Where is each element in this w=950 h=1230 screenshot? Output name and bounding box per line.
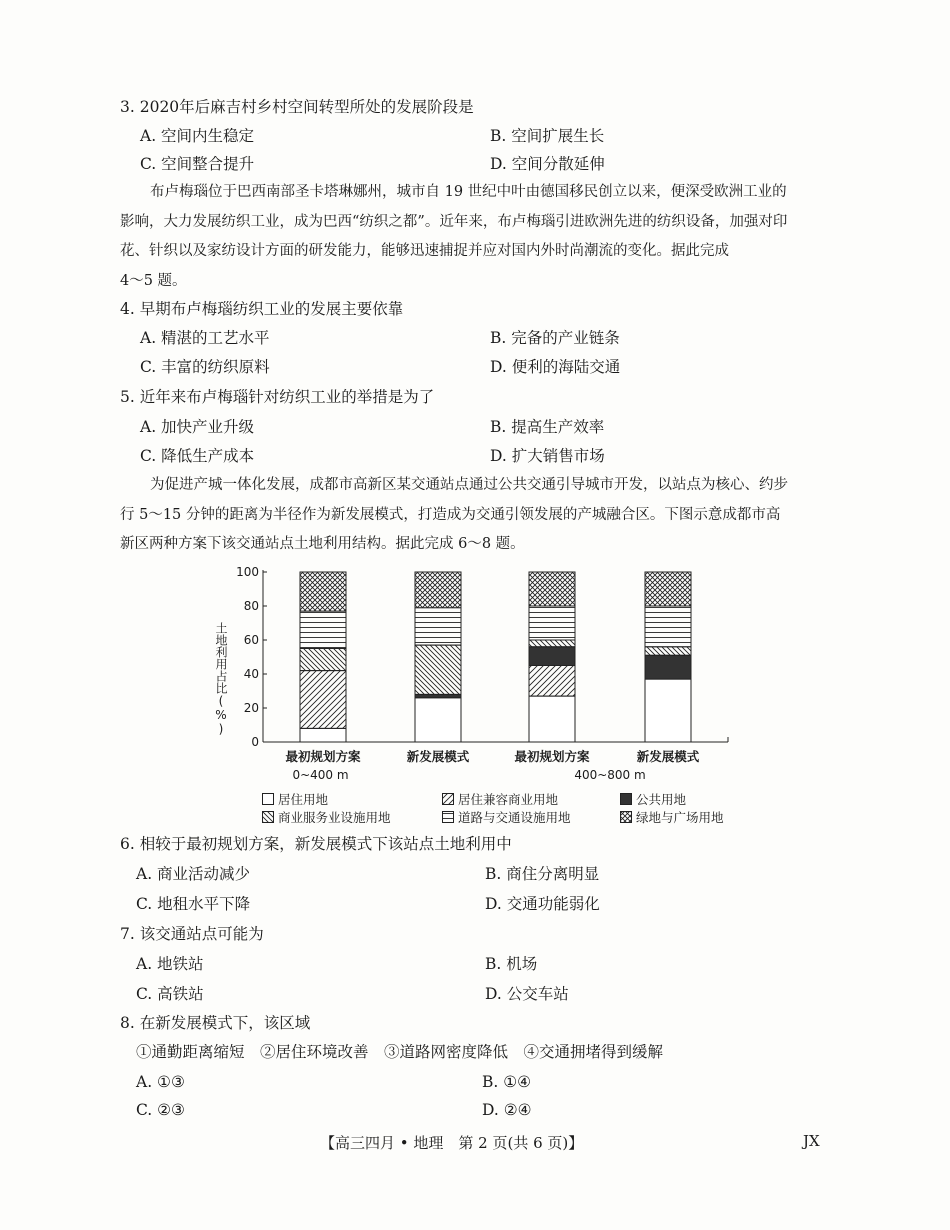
question-3-option-b[interactable]: B. 空间扩展生长 [490,127,605,145]
legend-swatch-green-plaza [620,811,632,823]
question-4-option-a[interactable]: A. 精湛的工艺水平 [140,329,270,347]
question-4-stem: 4. 早期布卢梅瑙纺织工业的发展主要依靠 [120,300,404,318]
chart-y-axis-label: 土地利用占比(%) [214,622,228,736]
bar-segment [529,606,575,640]
question-7-option-b[interactable]: B. 机场 [485,955,538,973]
x-category-label: 最初规划方案 [285,749,361,764]
question-8-statements: ①通勤距离缩短 ②居住环境改善 ③道路网密度降低 ④交通拥堵得到缓解 [136,1043,664,1061]
bar-segment [529,572,575,606]
legend-swatch-commercial-service [262,811,274,823]
question-3-option-a[interactable]: A. 空间内生稳定 [140,127,255,145]
passage-line: 行 5～15 分钟的距离为半径作为新发展模式，打造成为交通引领发展的产城融合区。下图示意成都市高 [120,506,781,523]
bar-segment [415,608,461,645]
x-category-label: 新发展模式 [406,749,470,764]
y-tick-label: 100 [236,565,259,579]
question-4-option-d[interactable]: D. 便利的海陆交通 [490,358,621,376]
bar-segment [415,645,461,694]
bar-segment [415,698,461,742]
legend-swatch-public [620,793,632,805]
question-5-option-a[interactable]: A. 加快产业升级 [140,418,255,436]
question-3-option-d[interactable]: D. 空间分散延伸 [490,155,605,173]
question-5-option-b[interactable]: B. 提高生产效率 [490,418,605,436]
question-3-stem: 3. 2020年后麻吉村乡村空间转型所处的发展阶段是 [120,98,474,116]
bar-segment [300,728,346,742]
legend-swatch-residential-commercial [442,793,454,805]
y-tick-label: 40 [243,667,259,681]
chart-legend [262,790,742,826]
question-8-option-a[interactable]: A. ①③ [136,1073,185,1091]
bar-segment [300,649,346,671]
bar-segment [645,655,691,679]
footer-page-info: 【高三四月 • 地理 第 2 页(共 6 页)】 [320,1134,584,1152]
bar-segment [300,572,346,611]
legend-item-public: 公共用地 [620,790,686,808]
bar-segment [645,606,691,647]
question-6-option-d[interactable]: D. 交通功能弱化 [485,895,600,913]
legend-item-commercial-service: 商业服务业设施用地 [262,808,391,826]
bar-segment [415,572,461,608]
passage-line: 布卢梅瑙位于巴西南部圣卡塔琳娜州，城市自 19 世纪中叶由德国移民创立以来，便深受欧洲工业的 [150,184,787,200]
question-8-option-b[interactable]: B. ①④ [482,1073,532,1091]
question-3-option-c[interactable]: C. 空间整合提升 [140,155,255,173]
question-7-option-c[interactable]: C. 高铁站 [136,985,204,1003]
legend-swatch-residential [262,793,274,805]
passage-chengdu [120,471,832,560]
y-tick-label: 20 [243,701,259,715]
legend-item-road-transport: 道路与交通设施用地 [442,808,571,826]
bar-segment [529,696,575,742]
question-5-stem: 5. 近年来布卢梅瑙针对纺织工业的举措是为了 [120,388,435,406]
bar-segment [300,671,346,729]
bar-segment [529,666,575,697]
bar-segment [529,640,575,647]
y-tick-label: 80 [243,599,259,613]
legend-item-residential: 居住用地 [262,790,328,808]
legend-swatch-road-transport [442,811,454,823]
bar-segment [645,679,691,742]
question-8-option-d[interactable]: D. ②④ [482,1101,532,1119]
question-8-option-c[interactable]: C. ②③ [136,1101,185,1119]
question-4-option-b[interactable]: B. 完备的产业链条 [490,329,620,347]
question-5-option-d[interactable]: D. 扩大销售市场 [490,447,605,465]
passage-blumenau [120,178,832,296]
passage-line: 影响，大力发展纺织工业，成为巴西“纺织之都”。近年来，布卢梅瑙引进欧洲先进的纺织设备，加强对印 [120,213,788,230]
bar-segment [645,647,691,656]
bar-segment [415,694,461,697]
question-6-option-b[interactable]: B. 商住分离明显 [485,865,600,883]
legend-item-green-plaza: 绿地与广场用地 [620,808,724,826]
x-group-label: 0~400 m [292,768,349,782]
y-tick-label: 0 [251,735,259,749]
x-category-label: 新发展模式 [636,749,700,764]
question-4-option-c[interactable]: C. 丰富的纺织原料 [140,358,270,376]
x-category-label: 最初规划方案 [514,749,590,764]
passage-line: 4～5 题。 [120,272,187,289]
passage-line: 为促进产城一体化发展，成都市高新区某交通站点通过公共交通引导城市开发，以站点为核心、约步 [150,477,788,493]
question-6-option-a[interactable]: A. 商业活动减少 [136,865,251,883]
passage-line: 花、针织以及家纺设计方面的研发能力，能够迅速捕捉并应对国内外时尚潮流的变化。据此完成 [120,243,729,259]
bar-segment [645,572,691,606]
question-6-option-c[interactable]: C. 地租水平下降 [136,895,251,913]
x-group-label: 400~800 m [574,768,646,782]
question-8-stem: 8. 在新发展模式下，该区域 [120,1014,311,1032]
question-7-option-d[interactable]: D. 公交车站 [485,985,569,1003]
question-6-stem: 6. 相较于最初规划方案，新发展模式下该站点土地利用中 [120,835,512,853]
bar-segment [529,647,575,666]
question-7-option-a[interactable]: A. 地铁站 [136,955,204,973]
passage-line: 新区两种方案下该交通站点土地利用结构。据此完成 6～8 题。 [120,536,525,552]
legend-item-residential-commercial: 居住兼容商业用地 [442,790,558,808]
y-tick-label: 60 [243,633,259,647]
bar-segment [300,611,346,648]
question-5-option-c[interactable]: C. 降低生产成本 [140,447,255,465]
question-7-stem: 7. 该交通站点可能为 [120,925,264,943]
footer-code: JX [803,1132,820,1150]
